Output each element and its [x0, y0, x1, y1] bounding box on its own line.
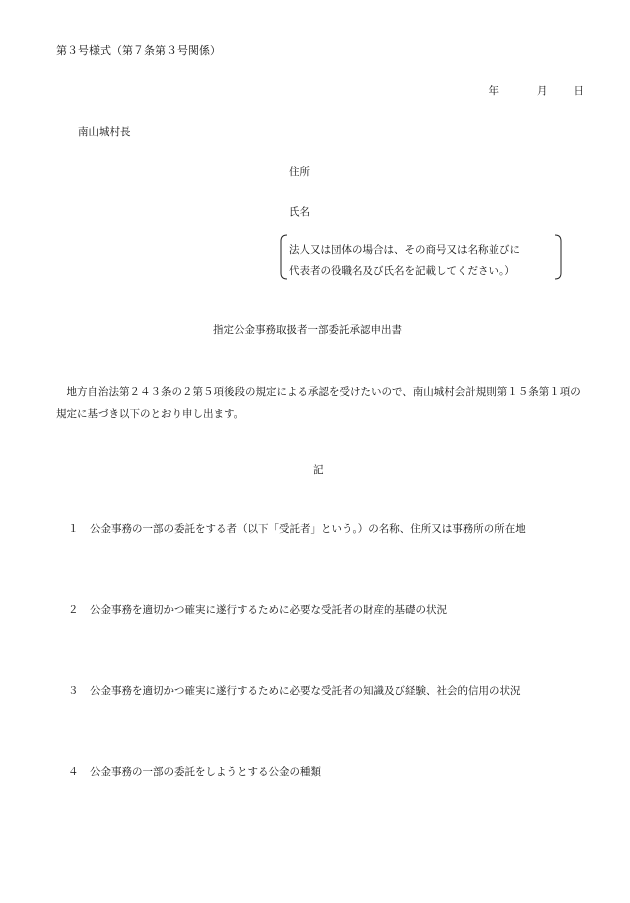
note-line-1: 法人又は団体の場合は、その商号又は名称並びに	[289, 244, 520, 256]
date-year: 年	[488, 85, 499, 97]
item-text: 公金事務を適切かつ確実に遂行するために必要な受託者の知識及び経験、社会的信用の状況	[90, 685, 521, 697]
address-label: 住所	[289, 166, 310, 178]
item-number: １	[68, 523, 79, 535]
item-number: ３	[68, 685, 79, 697]
date-day: 日	[573, 85, 584, 97]
item-text: 公金事務を適切かつ確実に遂行するために必要な受託者の財産的基礎の状況	[90, 604, 447, 616]
document-title: 指定公金事務取扱者一部委託承認申出書	[213, 324, 402, 336]
ki-heading: 記	[313, 464, 324, 476]
list-item	[68, 521, 526, 536]
list-item	[68, 764, 321, 779]
body-paragraph: 地方自治法第２４３条の２第５項後段の規定による承認を受けたいので、南山城村会計規則第１５条第１項の規定に基づき以下のとおり申し出ます。	[56, 386, 581, 420]
name-label: 氏名	[289, 206, 310, 218]
note-line-2: 代表者の役職名及び氏名を記載してください。）	[289, 265, 515, 277]
item-text: 公金事務の一部の委託をしようとする公金の種類	[90, 766, 321, 778]
addressee: 南山城村長	[78, 126, 131, 138]
item-number: ２	[68, 604, 79, 616]
list-item	[68, 602, 447, 617]
list-item	[68, 683, 521, 698]
item-text: 公金事務の一部の委託をする者（以下「受託者」という。）の名称、住所又は事務所の所在地	[90, 523, 526, 535]
form-number: 第３号様式（第７条第３号関係）	[56, 44, 221, 57]
date-line	[489, 83, 585, 98]
applicant-note-box	[280, 234, 562, 280]
left-bracket	[281, 235, 287, 279]
item-number: ４	[68, 766, 79, 778]
right-bracket	[555, 235, 561, 279]
date-month: 月	[537, 85, 548, 97]
